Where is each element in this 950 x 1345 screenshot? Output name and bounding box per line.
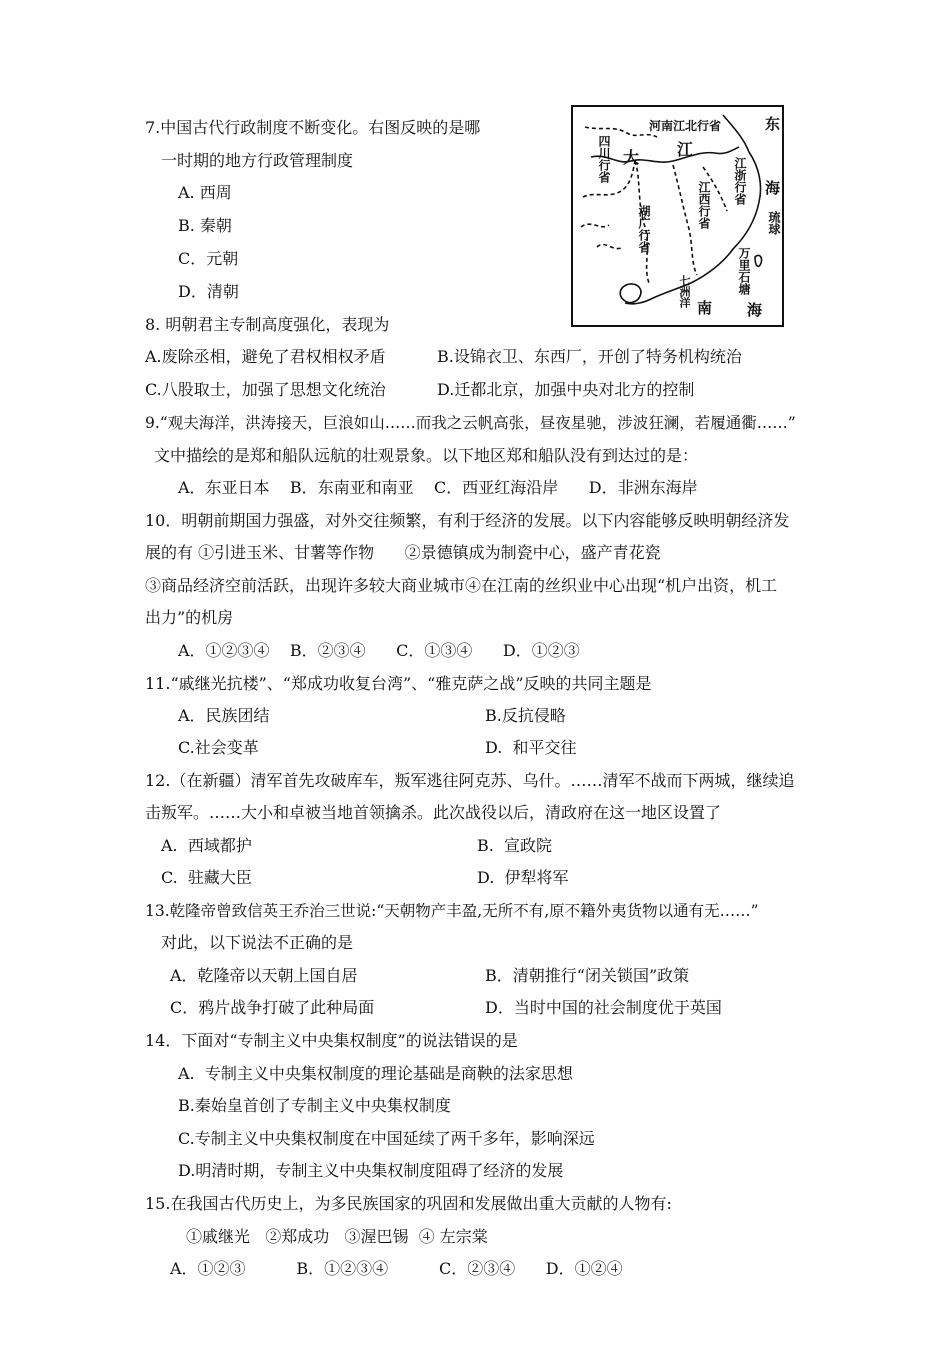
q13-option-c: C．鸦片战争打破了此种局面	[170, 998, 375, 1017]
q8-option-b: B.设锦衣卫、东西厂，开创了特务机构统治	[437, 347, 742, 366]
q12-stem-line2: 击叛军。……大小和卓被当地首领擒杀。此次战役以后，清政府在这一地区设置了	[145, 803, 722, 822]
q15-items: ①戚继光 ②郑成功 ③渥巴锡 ④ 左宗棠	[186, 1227, 488, 1246]
q14-stem: 14．下面对“专制主义中央集权制度”的说法错误的是	[145, 1031, 518, 1050]
map-label-dong: 东	[765, 115, 781, 133]
q12-stem-line1: 12.（在新疆）清军首先攻破库车，叛军逃往阿克苏、乌什。……清军不战而下两城，继续追	[145, 771, 795, 790]
q15-stem: 15.在我国古代历史上，为多民族国家的巩固和发展做出重大贡献的人物有:	[145, 1194, 672, 1213]
map-label-liuqiu: 琉球	[767, 211, 781, 235]
q8-stem: 8. 明朝君主专制高度强化，表现为	[145, 315, 390, 334]
q9-stem-line1: 9.“观夫海洋，洪涛接天，巨浪如山……而我之云帆高张，昼夜星驰，涉波狂澜，若履通衢……”	[145, 414, 796, 432]
q8-option-a: A.废除丞相，避免了君权相权矛盾	[145, 347, 386, 366]
q13-stem-line1: 13.乾隆帝曾致信英王乔治三世说:“天朝物产丰盈,无所不有,原不籍外夷货物以通有无……”	[145, 902, 759, 920]
q12-option-b: B. 宣政院	[477, 836, 553, 855]
q7-option-c: C．元朝	[178, 249, 239, 268]
q7-option-d: D．清朝	[178, 282, 239, 301]
q9-stem-line2: 文中描绘的是郑和船队远航的壮观景象。以下地区郑和船队没有到达过的是：	[154, 446, 699, 465]
map-label-wanli-shitang: 万里石塘	[737, 247, 751, 295]
yuan-province-map	[571, 105, 784, 327]
q15-options: A．①②③ B．①②③④ C．②③④ D．①②④	[170, 1259, 623, 1278]
q7-stem-line2: 一时期的地方行政管理制度	[161, 151, 354, 170]
map-label-da: 大	[623, 148, 640, 167]
q9-options: A．东亚日本 B．东南亚和南亚 C．西亚红海沿岸 D．非洲东海岸	[178, 478, 698, 497]
q10-stem-line4: 出力”的机房	[145, 608, 234, 627]
q14-option-c: C.专制主义中央集权制度在中国延续了两千多年，影响深远	[178, 1129, 595, 1148]
q7-option-a: A. 西周	[178, 183, 232, 202]
q7-stem-line1: 7.中国古代行政制度不断变化。右图反映的是哪	[145, 118, 481, 137]
q11-stem: 11.“戚继光抗楼”、“郑成功收复台湾”、“雅克萨之战”反映的共同主题是	[145, 674, 652, 693]
q11-option-d: D. 和平交往	[485, 738, 577, 757]
q8-option-c: C.八股取士，加强了思想文化统治	[145, 380, 386, 399]
q14-option-d: D.明清时期，专制主义中央集权制度阻碍了经济的发展	[178, 1161, 564, 1180]
q13-option-a: A．乾隆帝以天朝上国自居	[170, 966, 358, 985]
q12-option-d: D. 伊犁将军	[477, 868, 569, 887]
q11-option-c: C.社会变革	[178, 738, 259, 757]
q13-option-b: B．清朝推行“闭关锁国”政策	[485, 966, 690, 985]
q12-option-a: A. 西域都护	[161, 836, 252, 855]
map-label-jiangxi: 江西行省	[697, 181, 711, 229]
map-label-hai-south: 海	[747, 301, 763, 319]
q11-option-b: B.反抗侵略	[485, 706, 566, 725]
q10-stem-line3: ③商品经济空前活跃，出现许多较大商业城市④在江南的丝织业中心出现“机户出资，机工	[145, 576, 778, 595]
map-label-sichuan: 四川行省	[597, 135, 611, 183]
q13-option-d: D．当时中国的社会制度优于英国	[485, 998, 722, 1017]
q10-stem-line2: 展的有 ①引进玉米、甘薯等作物 ②景德镇成为制瓷中心，盛产青花瓷	[145, 543, 661, 562]
q14-option-a: A. 专制主义中央集权制度的理论基础是商鞅的法家思想	[178, 1064, 573, 1083]
map-label-jiang: 江	[677, 140, 694, 159]
q8-option-d: D.迁都北京，加强中央对北方的控制	[437, 380, 695, 399]
map-label-huguang: 湖广行省	[637, 205, 651, 253]
q7-option-b: B. 秦朝	[178, 216, 232, 235]
q12-option-c: C. 驻藏大臣	[161, 868, 252, 887]
map-label-henan-jiangbei: 河南江北行省	[649, 119, 722, 133]
q14-option-b: B.秦始皇首创了专制主义中央集权制度	[178, 1096, 451, 1115]
q10-stem-line1: 10．明朝前期国力强盛，对外交往频繁，有利于经济的发展。以下内容能够反映明朝经济发	[145, 511, 790, 530]
map-label-jiangzhe: 江浙行省	[733, 157, 747, 205]
map-label-nan: 南	[697, 299, 713, 317]
q10-options: A．①②③④ B．②③④ C．①③④ D．①②③	[178, 641, 580, 660]
q13-stem-line2: 对此，以下说法不正确的是	[161, 933, 354, 952]
q11-option-a: A．民族团结	[178, 706, 270, 725]
map-label-qizhou-yang: 七洲洋	[678, 275, 691, 308]
map-label-hai-east: 海	[765, 179, 781, 197]
